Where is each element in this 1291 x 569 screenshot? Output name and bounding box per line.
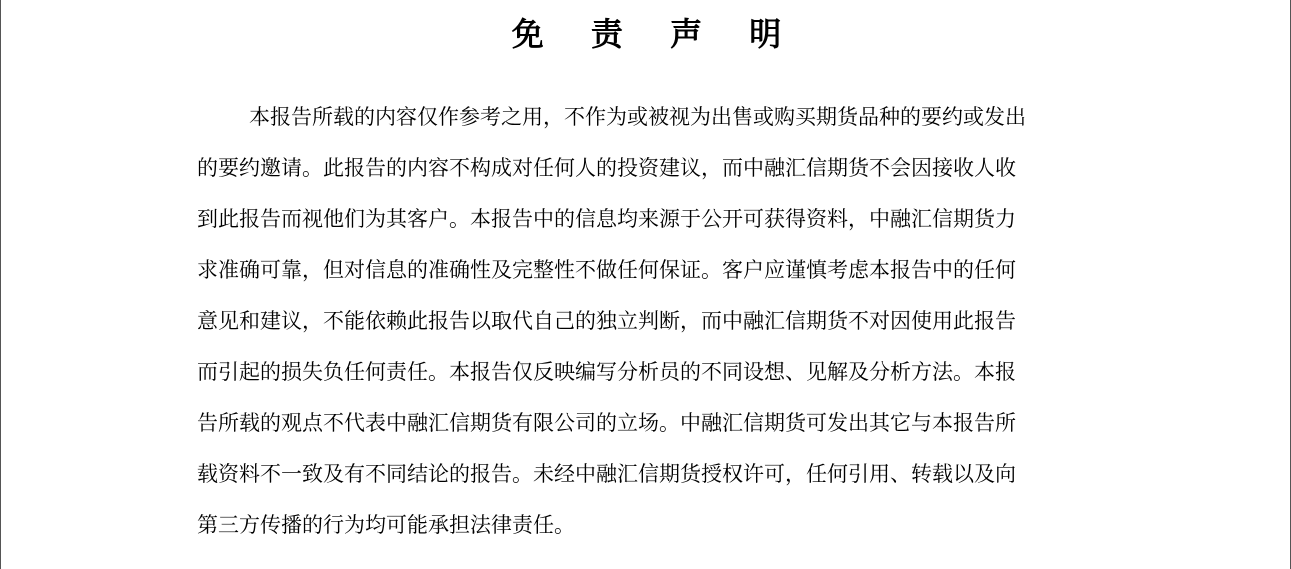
disclaimer-title: 免 责 声 明 — [511, 15, 800, 53]
disclaimer-body — [197, 92, 1097, 551]
disclaimer-line: 求准确可靠，但对信息的准确性及完整性不做任何保证。客户应谨慎考虑本报告中的任何 — [197, 258, 1016, 282]
disclaimer-line: 第三方传播的行为均可能承担法律责任。 — [197, 513, 575, 537]
disclaimer-line: 告所载的观点不代表中融汇信期货有限公司的立场。中融汇信期货可发出其它与本报告所 — [197, 411, 1016, 435]
disclaimer-line: 的要约邀请。此报告的内容不构成对任何人的投资建议，而中融汇信期货不会因接收人收 — [197, 156, 1016, 180]
disclaimer-line: 而引起的损失负任何责任。本报告仅反映编写分析员的不同设想、见解及分析方法。本报 — [197, 360, 1016, 384]
disclaimer-line: 载资料不一致及有不同结论的报告。未经中融汇信期货授权许可，任何引用、转载以及向 — [197, 462, 1016, 486]
disclaimer-line: 到此报告而视他们为其客户。本报告中的信息均来源于公开可获得资料，中融汇信期货力 — [197, 207, 1016, 231]
disclaimer-line: 本报告所载的内容仅作参考之用，不作为或被视为出售或购买期货品种的要约或发出 — [249, 105, 1026, 129]
disclaimer-line: 意见和建议，不能依赖此报告以取代自己的独立判断，而中融汇信期货不对因使用此报告 — [197, 309, 1016, 333]
